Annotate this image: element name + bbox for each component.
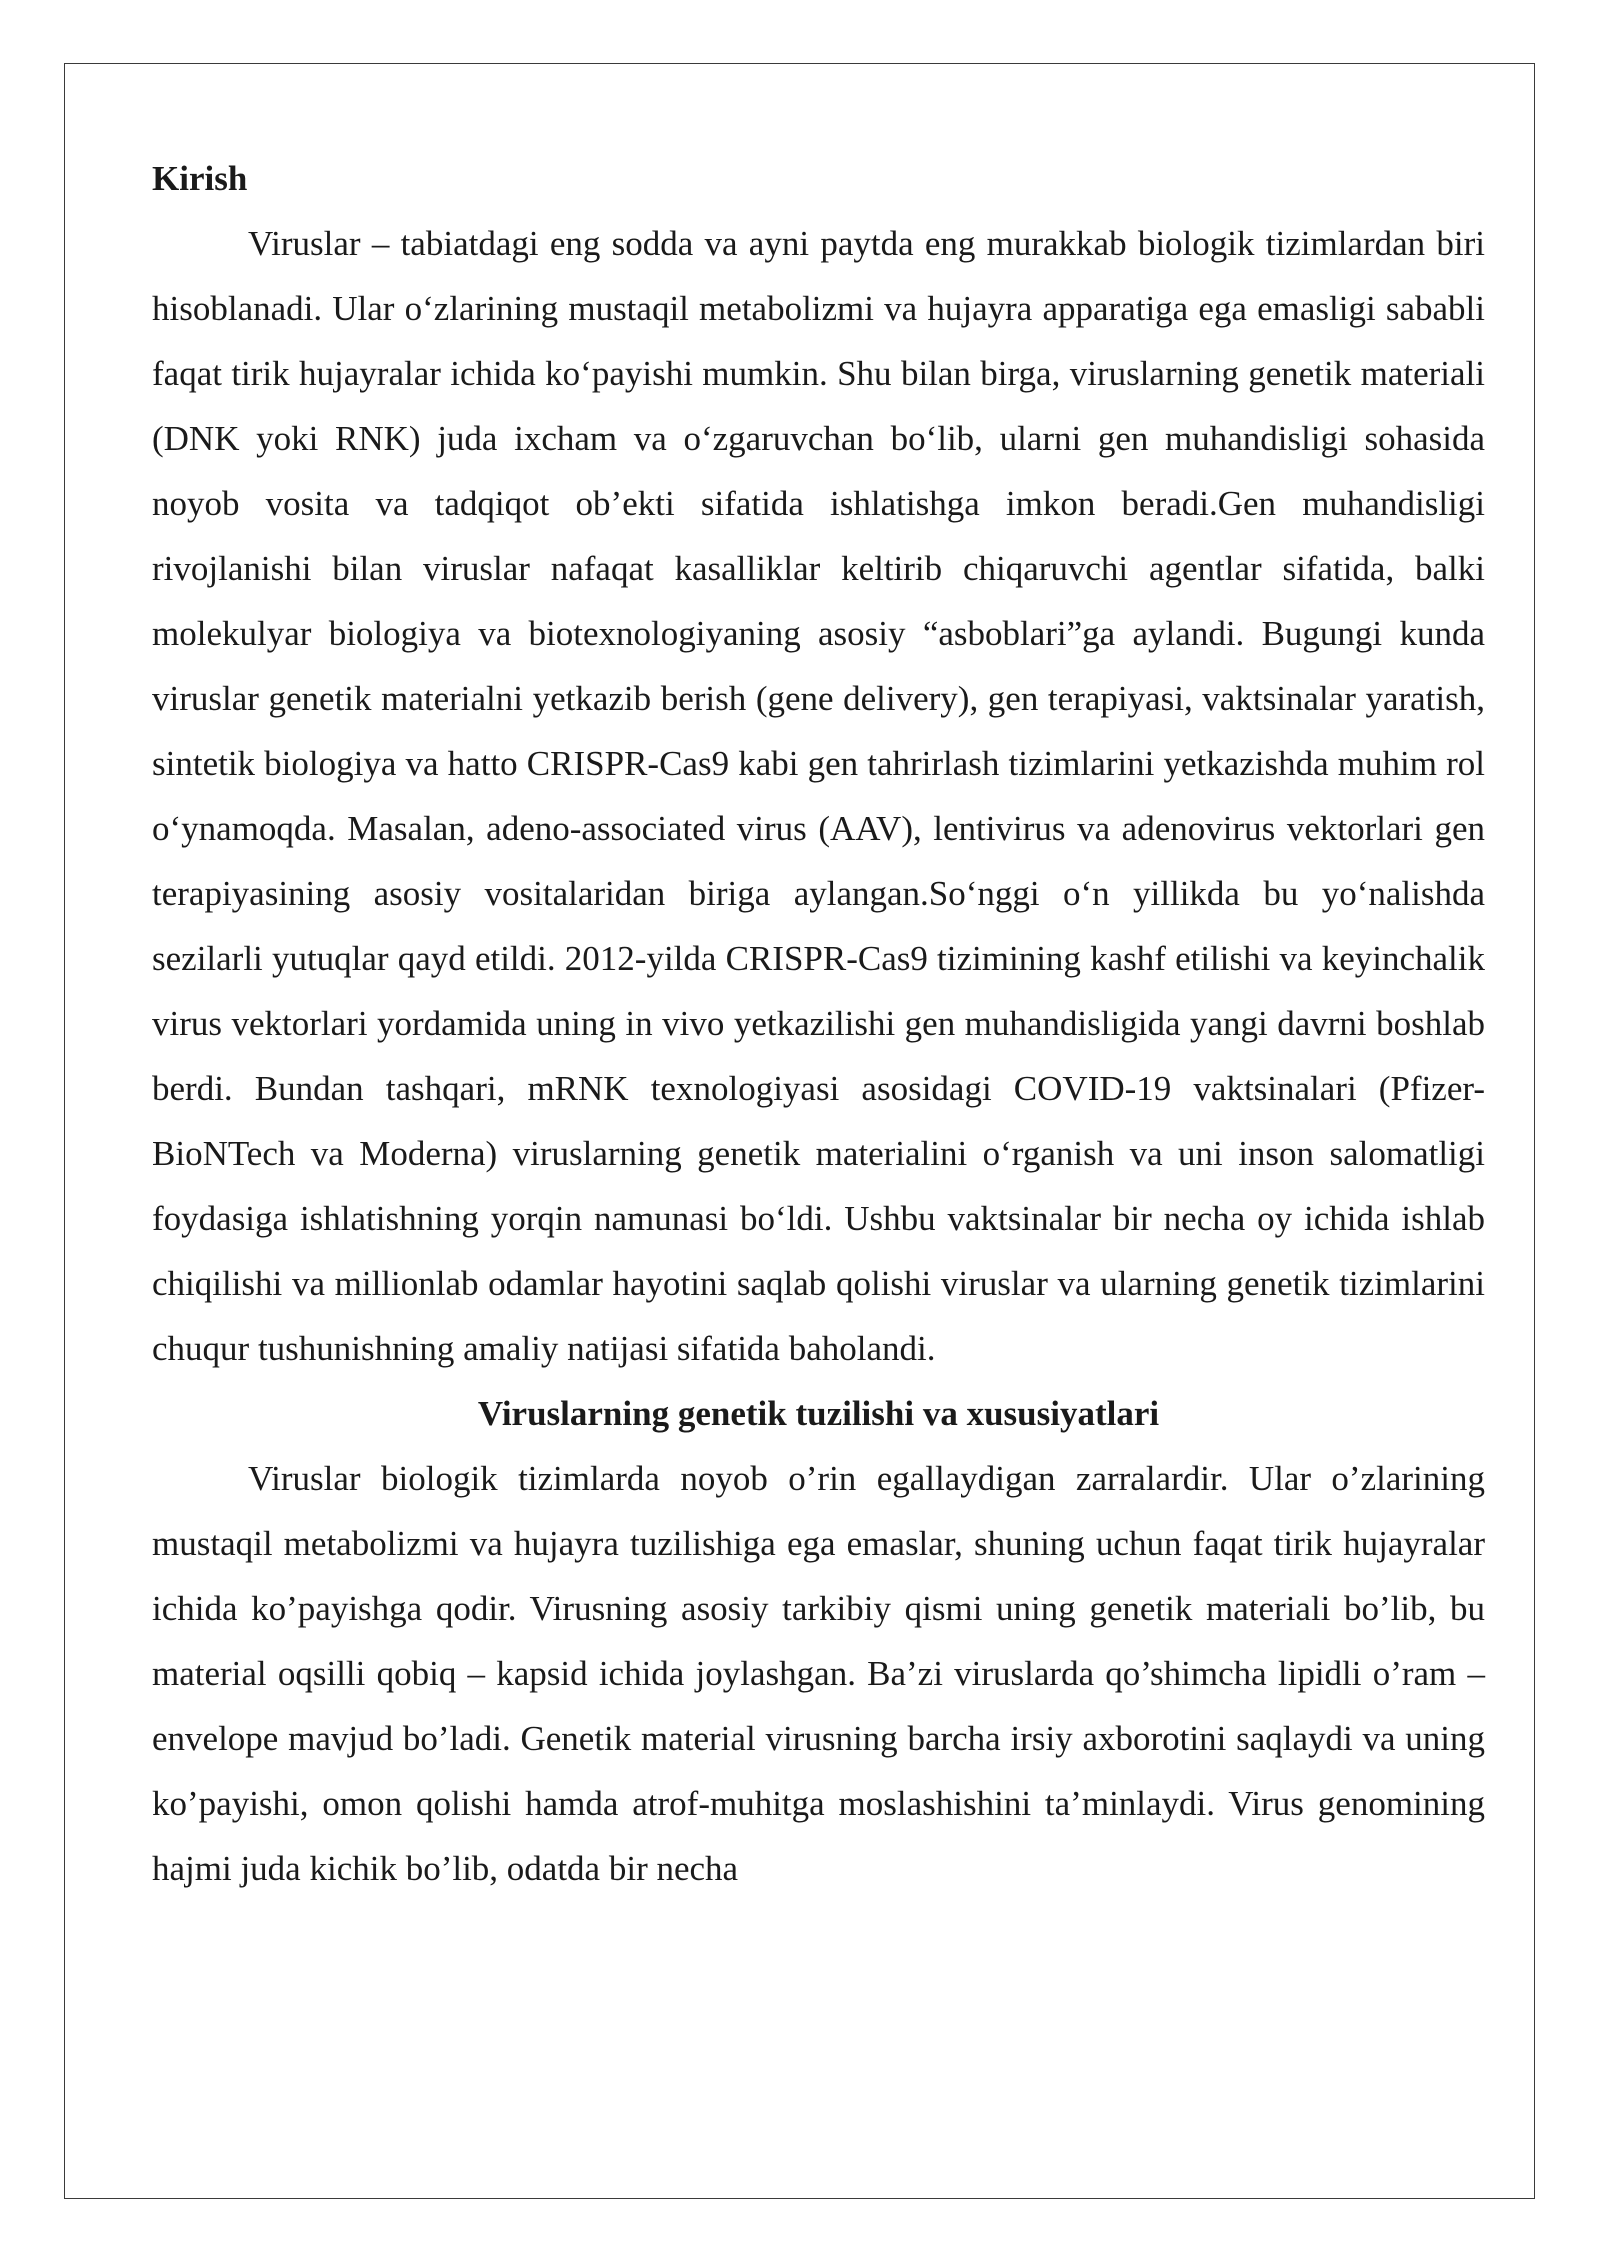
section-paragraph: Viruslar biologik tizimlarda noyob o’rin egallaydigan zarralardir. Ular o’zlarining mustaqil metabolizmi va hujayra tuzilishiga ega emaslar, shuning uchun faqat tirik hujayralar ichida ko’payishga qodir. Virusning asosiy tarkibiy qismi uning genetik materiali bo’lib, bu material oqsilli qobiq – kapsid ichida joylashgan. Ba’zi viruslarda qo’shimcha lipidli o’ram – envelope mavjud bo’ladi. Genetik material virusning barcha irsiy axborotini saqlaydi va uning ko’payishi, omon qolishi hamda atrof-muhitga moslashishini ta’minlaydi. Virus genomining hajmi juda kichik bo’lib, odatda bir necha: [152, 1459, 1485, 1888]
intro-paragraph: Viruslar – tabiatdagi eng sodda va ayni paytda eng murakkab biologik tizimlardan biri hisoblanadi. Ular o‘zlarining mustaqil metabolizmi va hujayra apparatiga ega emasligi sababli faqat tirik hujayralar ichida ko‘payishi mumkin. Shu bilan birga, viruslarning genetik materiali (DNK yoki RNK) juda ixcham va o‘zgaruvchan bo‘lib, ularni gen muhandisligi sohasida noyob vosita va tadqiqot ob’ekti sifatida ishlatishga imkon beradi.Gen muhandisligi rivojlanishi bilan viruslar nafaqat kasalliklar keltirib chiqaruvchi agentlar sifatida, balki molekulyar biologiya va biotexnologiyaning asosiy “asboblari”ga aylandi. Bugungi kunda viruslar genetik materialni yetkazib berish (gene delivery), gen terapiyasi, vaktsinalar yaratish, sintetik biologiya va hatto CRISPR-Cas9 kabi gen tahrirlash tizimlarini yetkazishda muhim rol o‘ynamoqda. Masalan, adeno-associated virus (AAV), lentivirus va adenovirus vektorlari gen terapiyasining asosiy vositalaridan biriga aylangan.So‘nggi o‘n yillikda bu yo‘nalishda sezilarli yutuqlar qayd etildi. 2012-yilda CRISPR-Cas9 tizimining kashf etilishi va keyinchalik virus vektorlari yordamida uning in vivo yetkazilishi gen muhandisligida yangi davrni boshlab berdi. Bundan tashqari, mRNK texnologiyasi asosidagi COVID-19 vaktsinalari (Pfizer-BioNTech va Moderna) viruslarning genetik materialini o‘rganish va uni inson salomatligi foydasiga ishlatishning yorqin namunasi bo‘ldi. Ushbu vaktsinalar bir necha oy ichida ishlab chiqilishi va millionlab odamlar hayotini saqlab qolishi viruslar va ularning genetik tizimlarini chuqur tushunishning amaliy natijasi sifatida baholandi.: [152, 224, 1485, 1368]
document-body: [152, 146, 1485, 1901]
section-heading: Viruslarning genetik tuzilishi va xususiyatlari: [477, 1394, 1160, 1433]
intro-heading: Kirish: [152, 159, 248, 198]
